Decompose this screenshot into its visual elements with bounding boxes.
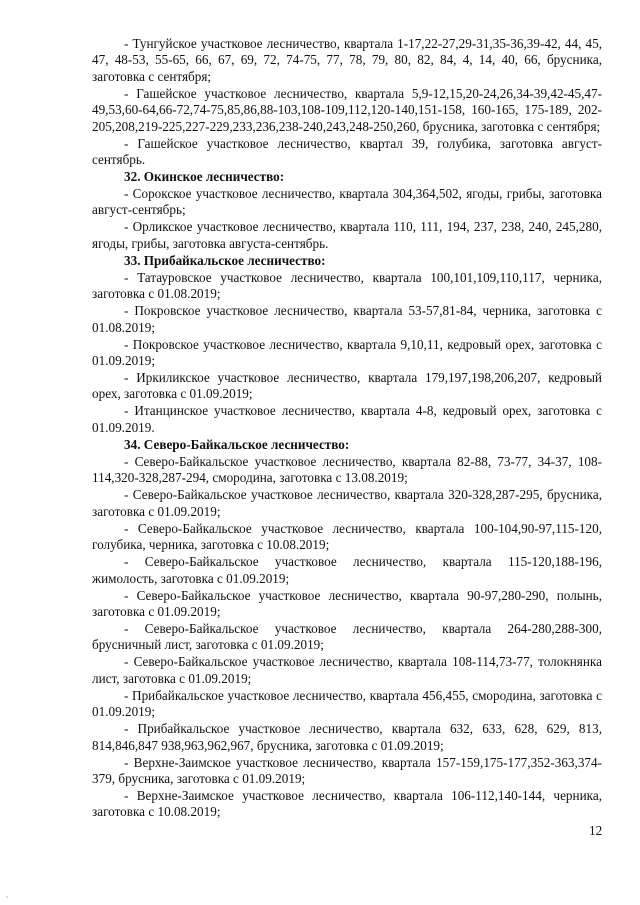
list-item: - Итанцинское участковое лесничество, квартала 4-8, кедровый орех, заготовка с 01.09.2019. [92, 403, 602, 435]
page-number: 12 [589, 823, 603, 838]
list-item: - Прибайкальское участковое лесничество, квартала 632, 633, 628, 629, 813, 814,846,847 938,963,962,967, брусника, заготовка с 01.09.2019; [92, 721, 602, 753]
list-item: - Северо-Байкальское участковое лесничество, квартала 115-120,188-196, жимолость, заготовка с 01.09.2019; [92, 554, 602, 586]
list-item: - Тунгуйское участковое лесничество, квартала 1-17,22-27,29-31,35-36,39-42, 44, 45, 47, 48-53, 55-65, 66, 67, 69, 72, 74-75, 77, 78, 79, 80, 82, 84, 4, 14, 40, 66, брусника, заготовка с сентября; [92, 36, 602, 84]
list-item: - Северо-Байкальское участковое лесничество, квартала 90-97,280-290, полынь, заготовка с 01.09.2019; [92, 587, 602, 619]
list-item: - Прибайкальское участковое лесничество, квартала 456,455, смородина, заготовка с 01.09.2019; [92, 687, 602, 720]
list-item: - Верхне-Заимское участковое лесничество, квартала 157-159,175-177,352-363,374-379, брусника, заготовка с 01.09.2019; [92, 754, 602, 786]
list-item: - Северо-Байкальское участковое лесничество, квартала 100-104,90-97,115-120, голубика, черника, заготовка с 10.08.2019; [92, 520, 602, 553]
section-heading: 33. Прибайкальское лесничество: [124, 252, 326, 268]
list-item: - Гашейское участковое лесничество, квартал 39, голубика, заготовка август-сентябрь. [92, 135, 602, 168]
scan-artifact [6, 896, 8, 898]
list-item: - Северо-Байкальское участковое лесничество, квартала 320-328,287-295, брусника, заготовка с 01.09.2019; [92, 487, 602, 519]
list-item: - Сорокское участковое лесничество, квартала 304,364,502, ягоды, грибы, заготовка август-сентябрь; [92, 186, 602, 218]
list-item: - Северо-Байкальское участковое лесничество, квартала 82-88, 73-77, 34-37, 108-114,320-328,287-294, смородина, заготовка с 13.08.2019; [92, 453, 602, 486]
list-item: - Покровское участковое лесничество, квартала 53-57,81-84, черника, заготовка с 01.08.2019; [92, 303, 602, 335]
section-heading: 34. Северо-Байкальское лесничество: [124, 436, 350, 452]
list-item: - Северо-Байкальское участковое лесничество, квартала 264-280,288-300, брусничный лист, заготовка с 01.09.2019; [92, 620, 602, 653]
list-item: - Покровское участковое лесничество, квартала 9,10,11, кедровый орех, заготовка с 01.09.2019; [92, 336, 602, 369]
document-body [92, 36, 602, 821]
list-item: - Иркиликское участковое лесничество, квартала 179,197,198,206,207, кедровый орех, заготовка с 01.09.2019; [92, 370, 602, 402]
list-item: - Орликское участковое лесничество, квартала 110, 111, 194, 237, 238, 240, 245,280, ягоды, грибы, заготовка августа-сентябрь. [92, 219, 602, 251]
list-item: - Верхне-Заимское участковое лесничество, квартала 106-112,140-144, черника, заготовка с 10.08.2019; [92, 787, 602, 820]
section-heading: 32. Окинское лесничество: [124, 169, 285, 185]
list-item: - Гашейское участковое лесничество, квартала 5,9-12,15,20-24,26,34-39,42-45,47-49,53,60-64,66-72,74-75,85,86,88-103,108-109,112,120-140,151-158, 160-165, 175-189, 202-205,208,219-225,227-229,233,236,238-240,243,248-250,260, брусника, заготовка с сентября; [92, 85, 602, 134]
list-item: - Северо-Байкальское участковое лесничество, квартала 108-114,73-77, толокнянка лист, заготовка с 01.09.2019; [92, 654, 602, 686]
list-item: - Татауровское участковое лесничество, квартала 100,101,109,110,117, черника, заготовка с 01.08.2019; [92, 269, 602, 302]
